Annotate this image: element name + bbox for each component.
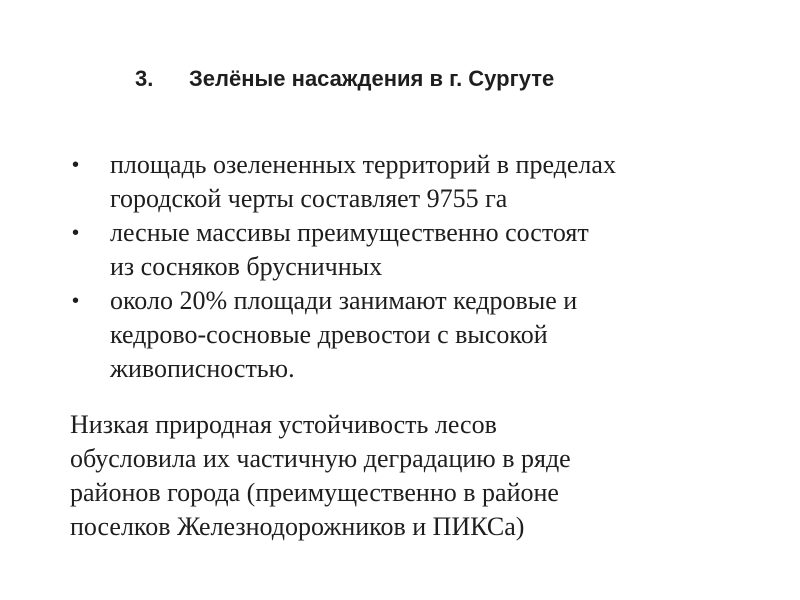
slide-title	[135, 64, 554, 94]
title-number: 3.	[135, 66, 154, 91]
bullet-line: городской черты составляет 9755 га	[110, 184, 508, 213]
bullet-line: кедрово-сосновые древостои с высокой	[110, 320, 548, 349]
bullet-marker: •	[72, 154, 80, 176]
bullet-marker: •	[72, 290, 80, 312]
paragraph-line: Низкая природная устойчивость лесов	[70, 410, 497, 439]
bullet-line: лесные массивы преимущественно состоят	[110, 218, 589, 247]
bullet-line: площадь озелененных территорий в пределах	[110, 150, 616, 179]
bullet-marker: •	[72, 222, 80, 244]
paragraph-line: районов города (преимущественно в районе	[70, 478, 559, 507]
bullet-list	[70, 148, 770, 386]
paragraph-line: обусловила их частичную деградацию в ряде	[70, 444, 571, 473]
bullet-item	[70, 284, 770, 386]
bullet-line: около 20% площади занимают кедровые и	[110, 286, 578, 315]
bullet-line: из сосняков брусничных	[110, 252, 383, 281]
bullet-line: живописностью.	[110, 354, 295, 383]
title-text: Зелёные насаждения в г. Сургуте	[189, 66, 555, 91]
paragraph-line: поселков Железнодорожников и ПИКСа)	[70, 512, 525, 541]
bullet-item	[70, 148, 770, 216]
summary-paragraph	[70, 408, 770, 544]
bullet-item	[70, 216, 770, 284]
